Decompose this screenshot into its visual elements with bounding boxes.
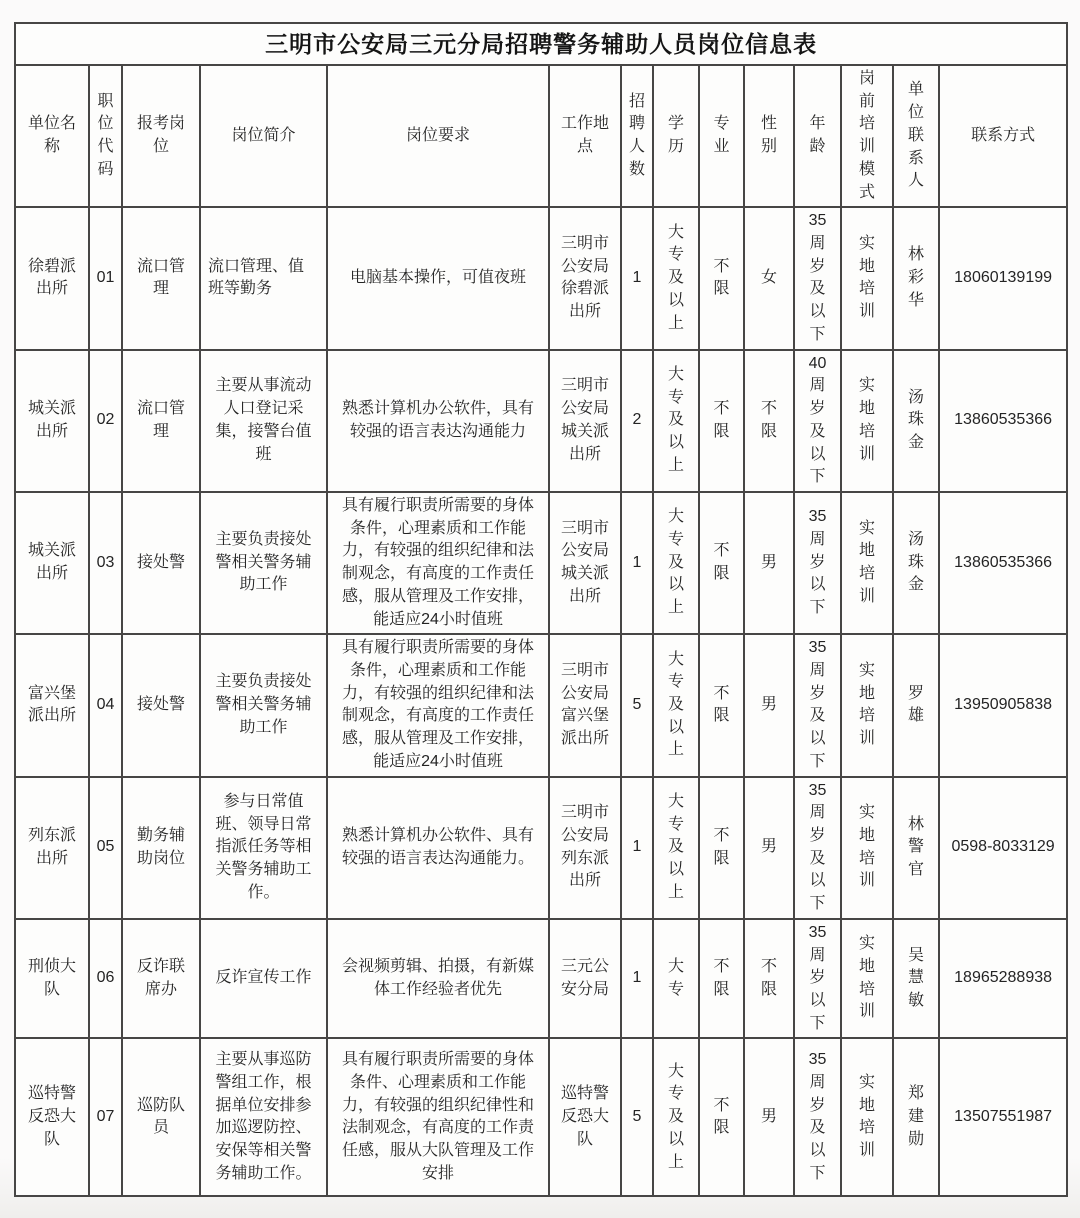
col-header-major: 专业 bbox=[699, 65, 744, 207]
cell-contact-person: 汤珠金 bbox=[893, 350, 939, 492]
cell-contact-phone: 18965288938 bbox=[939, 919, 1067, 1039]
cell-contact-phone: 13860535366 bbox=[939, 492, 1067, 634]
table-row bbox=[15, 777, 1067, 919]
cell-education: 大专及以上 bbox=[653, 207, 699, 349]
table-row bbox=[15, 919, 1067, 1039]
cell-headcount: 1 bbox=[621, 207, 653, 349]
cell-contact-person: 林警官 bbox=[893, 777, 939, 919]
table-row bbox=[15, 634, 1067, 776]
cell-gender: 男 bbox=[744, 1038, 794, 1196]
cell-post: 流口管理 bbox=[122, 207, 200, 349]
cell-training-mode: 实地培训 bbox=[841, 1038, 893, 1196]
cell-contact-phone: 13950905838 bbox=[939, 634, 1067, 776]
cell-major: 不限 bbox=[699, 350, 744, 492]
cell-location: 三明市公安局城关派出所 bbox=[549, 492, 621, 634]
cell-headcount: 1 bbox=[621, 492, 653, 634]
cell-intro: 主要从事流动人口登记采集，接警台值班 bbox=[200, 350, 327, 492]
cell-contact-phone: 0598-8033129 bbox=[939, 777, 1067, 919]
cell-requirements: 具有履行职责所需要的身体条件，心理素质和工作能力，有较强的组织纪律和法制观念，有高度的工作责任感，服从管理及工作安排，能适应24小时值班 bbox=[327, 634, 549, 776]
cell-post: 接处警 bbox=[122, 634, 200, 776]
cell-requirements: 熟悉计算机办公软件、具有较强的语言表达沟通能力。 bbox=[327, 777, 549, 919]
cell-education: 大专及以上 bbox=[653, 777, 699, 919]
cell-unit-name: 刑侦大队 bbox=[15, 919, 89, 1039]
cell-location: 巡特警反恐大队 bbox=[549, 1038, 621, 1196]
cell-position-code: 03 bbox=[89, 492, 122, 634]
cell-intro: 主要负责接处警相关警务辅助工作 bbox=[200, 634, 327, 776]
job-info-table bbox=[14, 22, 1068, 1197]
cell-requirements: 具有履行职责所需要的身体条件、心理素质和工作能力，有较强的组织纪律性和法制观念，有高度的工作责任感，服从大队管理及工作安排 bbox=[327, 1038, 549, 1196]
cell-location: 三明市公安局徐碧派出所 bbox=[549, 207, 621, 349]
cell-intro: 主要从事巡防警组工作，根据单位安排参加巡逻防控、安保等相关警务辅助工作。 bbox=[200, 1038, 327, 1196]
cell-intro: 参与日常值班、领导日常指派任务等相关警务辅助工作。 bbox=[200, 777, 327, 919]
cell-gender: 男 bbox=[744, 492, 794, 634]
col-header-headcount: 招聘人数 bbox=[621, 65, 653, 207]
cell-requirements: 电脑基本操作，可值夜班 bbox=[327, 207, 549, 349]
cell-training-mode: 实地培训 bbox=[841, 350, 893, 492]
cell-major: 不限 bbox=[699, 1038, 744, 1196]
cell-gender: 男 bbox=[744, 634, 794, 776]
cell-headcount: 5 bbox=[621, 1038, 653, 1196]
cell-education: 大专及以上 bbox=[653, 350, 699, 492]
cell-age: 35周岁及以下 bbox=[794, 1038, 841, 1196]
cell-position-code: 04 bbox=[89, 634, 122, 776]
cell-intro: 流口管理、值班等勤务 bbox=[200, 207, 327, 349]
cell-major: 不限 bbox=[699, 777, 744, 919]
cell-education: 大专及以上 bbox=[653, 492, 699, 634]
cell-requirements: 具有履行职责所需要的身体条件，心理素质和工作能力，有较强的组织纪律和法制观念，有高度的工作责任感，服从管理及工作安排，能适应24小时值班 bbox=[327, 492, 549, 634]
col-header-gender: 性别 bbox=[744, 65, 794, 207]
cell-post: 巡防队员 bbox=[122, 1038, 200, 1196]
table-title-row bbox=[15, 23, 1067, 65]
cell-training-mode: 实地培训 bbox=[841, 919, 893, 1039]
cell-position-code: 02 bbox=[89, 350, 122, 492]
cell-training-mode: 实地培训 bbox=[841, 634, 893, 776]
cell-training-mode: 实地培训 bbox=[841, 207, 893, 349]
cell-major: 不限 bbox=[699, 634, 744, 776]
table-row bbox=[15, 1038, 1067, 1196]
col-header-location: 工作地点 bbox=[549, 65, 621, 207]
cell-location: 三明市公安局富兴堡派出所 bbox=[549, 634, 621, 776]
cell-gender: 不限 bbox=[744, 350, 794, 492]
cell-intro: 反诈宣传工作 bbox=[200, 919, 327, 1039]
cell-unit-name: 巡特警反恐大队 bbox=[15, 1038, 89, 1196]
cell-requirements: 会视频剪辑、拍摄，有新媒体工作经验者优先 bbox=[327, 919, 549, 1039]
cell-contact-phone: 13507551987 bbox=[939, 1038, 1067, 1196]
cell-headcount: 2 bbox=[621, 350, 653, 492]
table-header-row bbox=[15, 65, 1067, 207]
cell-education: 大专及以上 bbox=[653, 1038, 699, 1196]
cell-position-code: 07 bbox=[89, 1038, 122, 1196]
col-header-training-mode: 岗前培训模式 bbox=[841, 65, 893, 207]
cell-major: 不限 bbox=[699, 492, 744, 634]
col-header-post: 报考岗位 bbox=[122, 65, 200, 207]
cell-contact-person: 罗雄 bbox=[893, 634, 939, 776]
cell-post: 流口管理 bbox=[122, 350, 200, 492]
cell-intro: 主要负责接处警相关警务辅助工作 bbox=[200, 492, 327, 634]
cell-position-code: 01 bbox=[89, 207, 122, 349]
cell-contact-person: 吴慧敏 bbox=[893, 919, 939, 1039]
cell-contact-person: 汤珠金 bbox=[893, 492, 939, 634]
col-header-unit-name: 单位名称 bbox=[15, 65, 89, 207]
cell-gender: 女 bbox=[744, 207, 794, 349]
cell-unit-name: 城关派出所 bbox=[15, 350, 89, 492]
cell-contact-phone: 18060139199 bbox=[939, 207, 1067, 349]
cell-gender: 男 bbox=[744, 777, 794, 919]
cell-contact-person: 郑建勋 bbox=[893, 1038, 939, 1196]
table-row bbox=[15, 492, 1067, 634]
cell-education: 大专及以上 bbox=[653, 634, 699, 776]
cell-unit-name: 列东派出所 bbox=[15, 777, 89, 919]
col-header-contact-phone: 联系方式 bbox=[939, 65, 1067, 207]
table-row bbox=[15, 207, 1067, 349]
cell-unit-name: 徐碧派出所 bbox=[15, 207, 89, 349]
cell-post: 勤务辅助岗位 bbox=[122, 777, 200, 919]
cell-age: 35周岁及以下 bbox=[794, 207, 841, 349]
cell-age: 35周岁及以下 bbox=[794, 634, 841, 776]
cell-unit-name: 富兴堡派出所 bbox=[15, 634, 89, 776]
col-header-intro: 岗位简介 bbox=[200, 65, 327, 207]
col-header-education: 学历 bbox=[653, 65, 699, 207]
cell-age: 35周岁以下 bbox=[794, 492, 841, 634]
cell-major: 不限 bbox=[699, 919, 744, 1039]
cell-post: 接处警 bbox=[122, 492, 200, 634]
cell-age: 35周岁以下 bbox=[794, 919, 841, 1039]
col-header-age: 年龄 bbox=[794, 65, 841, 207]
cell-location: 三明市公安局列东派出所 bbox=[549, 777, 621, 919]
cell-major: 不限 bbox=[699, 207, 744, 349]
cell-requirements: 熟悉计算机办公软件，具有较强的语言表达沟通能力 bbox=[327, 350, 549, 492]
cell-headcount: 1 bbox=[621, 919, 653, 1039]
cell-position-code: 05 bbox=[89, 777, 122, 919]
cell-gender: 不限 bbox=[744, 919, 794, 1039]
col-header-contact-person: 单位联系人 bbox=[893, 65, 939, 207]
cell-headcount: 5 bbox=[621, 634, 653, 776]
cell-post: 反诈联席办 bbox=[122, 919, 200, 1039]
cell-education: 大专 bbox=[653, 919, 699, 1039]
cell-unit-name: 城关派出所 bbox=[15, 492, 89, 634]
page-title: 三明市公安局三元分局招聘警务辅助人员岗位信息表 bbox=[15, 23, 1067, 65]
cell-age: 40周岁及以下 bbox=[794, 350, 841, 492]
cell-position-code: 06 bbox=[89, 919, 122, 1039]
cell-contact-person: 林彩华 bbox=[893, 207, 939, 349]
cell-training-mode: 实地培训 bbox=[841, 777, 893, 919]
col-header-position-code: 职位代码 bbox=[89, 65, 122, 207]
table-row bbox=[15, 350, 1067, 492]
cell-age: 35周岁及以下 bbox=[794, 777, 841, 919]
cell-contact-phone: 13860535366 bbox=[939, 350, 1067, 492]
cell-location: 三元公安分局 bbox=[549, 919, 621, 1039]
cell-headcount: 1 bbox=[621, 777, 653, 919]
cell-training-mode: 实地培训 bbox=[841, 492, 893, 634]
cell-location: 三明市公安局城关派出所 bbox=[549, 350, 621, 492]
col-header-requirements: 岗位要求 bbox=[327, 65, 549, 207]
